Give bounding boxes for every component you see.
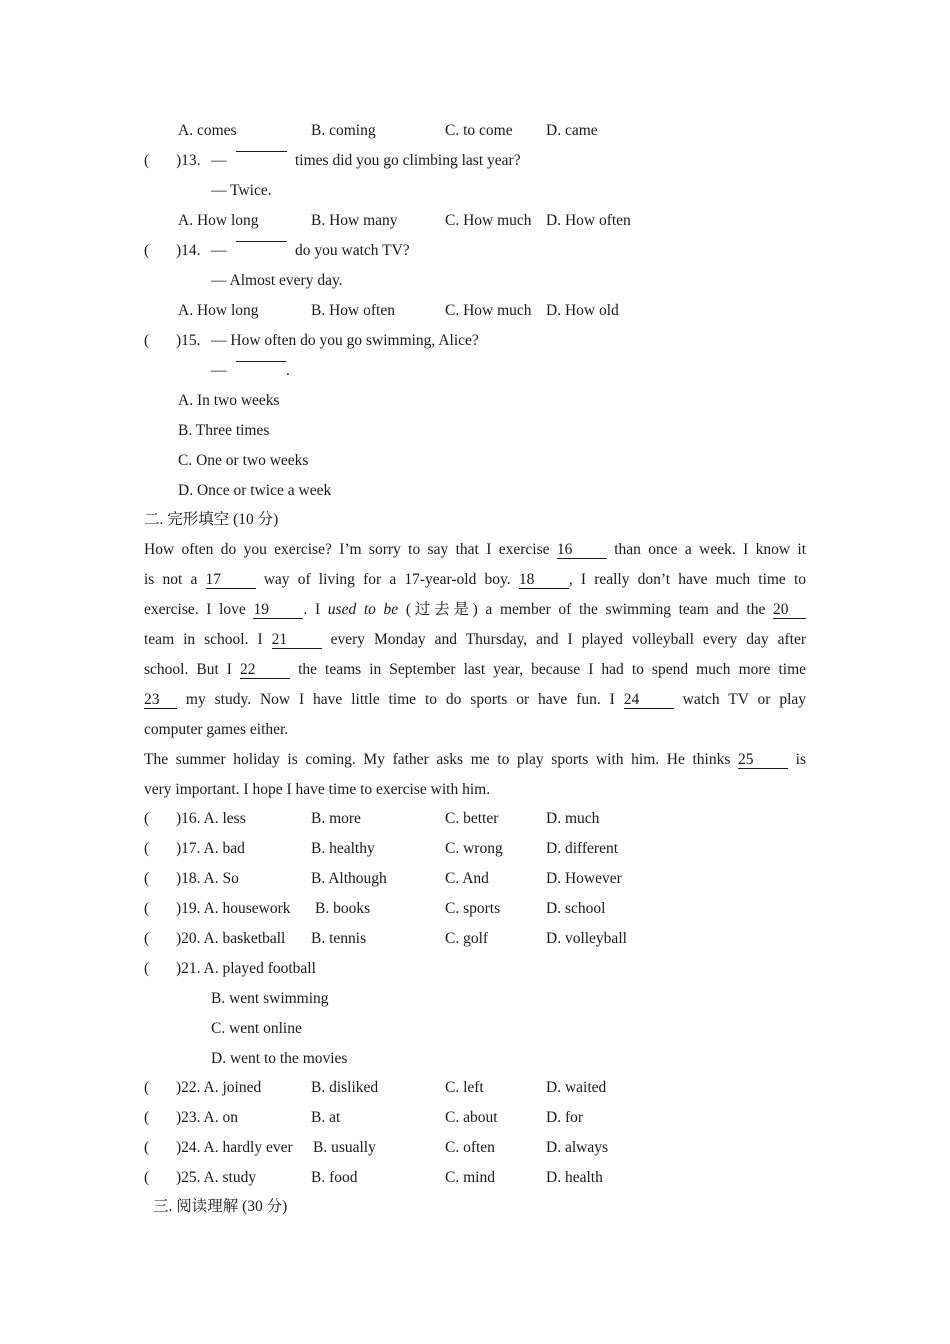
option-d: D. always [546, 1139, 608, 1156]
answer-paren: ( [144, 1079, 150, 1096]
blank-20: 20 [773, 601, 806, 619]
option-c: C. How much [445, 212, 532, 229]
option-c: C. better [445, 810, 499, 827]
answer-paren: ( [144, 1139, 150, 1156]
passage-line: exercise. I love 19 . I used to be (过去是) a member of the swimming team and the 20 [144, 600, 806, 630]
option-c: C. mind [445, 1169, 495, 1186]
option-b: B. coming [311, 122, 376, 139]
question-option-a: )22. A. joined [176, 1079, 262, 1096]
option-b: B. tennis [311, 930, 367, 947]
passage-line: very important. I hope I have time to exercise with him. [144, 781, 491, 798]
question-option-a: )21. A. played football [176, 960, 316, 977]
answer-paren: ( [144, 332, 150, 349]
blank-22: 22 [240, 661, 290, 679]
option-b: B. healthy [311, 840, 375, 857]
option-c: C. sports [445, 900, 501, 917]
dash: — [211, 362, 227, 379]
option-d: D. different [546, 840, 619, 857]
option-a: A. comes [178, 122, 237, 139]
option-d: D. How old [546, 302, 619, 319]
option-d: D. volleyball [546, 930, 627, 947]
q15-option-b: B. Three times [178, 422, 270, 439]
passage-line: computer games either. [144, 721, 289, 738]
blank-19: 19 [253, 601, 303, 619]
question-text: do you watch TV? [295, 242, 410, 259]
q13-answer: — Twice. [211, 182, 272, 199]
option-c: C. And [445, 870, 489, 887]
option-b: B. more [311, 810, 361, 827]
option-b: B. Although [311, 870, 387, 887]
blank [236, 361, 286, 362]
question-number: )15. [176, 332, 201, 349]
question-number: )14. [176, 242, 201, 259]
q14-answer: — Almost every day. [211, 272, 343, 289]
option-d: D. for [546, 1109, 584, 1126]
option-c: C. left [445, 1079, 484, 1096]
answer-paren: ( [144, 152, 150, 169]
passage-line: is not a 17 way of living for a 17-year-old boy. 18 , I really don’t have much time to [144, 571, 807, 588]
option-c: C. golf [445, 930, 489, 947]
option-c: C. How much [445, 302, 532, 319]
answer-paren: ( [144, 1109, 150, 1126]
answer-paren: ( [144, 900, 150, 917]
q21-option-c: C. went online [211, 1020, 302, 1037]
blank-17: 17 [206, 571, 256, 589]
answer-paren: ( [144, 1169, 150, 1186]
option-d: D. much [546, 810, 600, 827]
q15-option-c: C. One or two weeks [178, 452, 309, 469]
option-c: C. wrong [445, 840, 503, 857]
option-b: B. usually [313, 1139, 376, 1156]
section-2-title: 二. 完形填空 (10 分) [144, 511, 279, 528]
q21-option-b: B. went swimming [211, 990, 329, 1007]
option-a: A. How long [178, 212, 259, 229]
blank-23: 23 [144, 691, 177, 709]
blank-21: 21 [272, 631, 322, 649]
q21-option-d: D. went to the movies [211, 1050, 348, 1067]
passage-line: The summer holiday is coming. My father asks me to play sports with him. He thinks 25 is [144, 751, 806, 768]
blank-16: 16 [557, 541, 607, 559]
question-text: — How often do you go swimming, Alice? [211, 332, 479, 349]
passage-line: school. But I 22 the teams in September last year, because I had to spend much more time [144, 661, 807, 678]
option-d: D. health [546, 1169, 603, 1186]
period: . [286, 362, 290, 379]
blank [236, 241, 287, 242]
option-a: A. How long [178, 302, 259, 319]
blank-18: 18 [519, 571, 569, 589]
option-d: D. However [546, 870, 622, 887]
answer-paren: ( [144, 840, 150, 857]
section-3-title: 三. 阅读理解 (30 分) [153, 1198, 288, 1215]
option-b: B. food [311, 1169, 358, 1186]
question-text: times did you go climbing last year? [295, 152, 521, 169]
passage-line: How often do you exercise? I’m sorry to say that I exercise 16 than once a week. I know it [144, 541, 807, 558]
option-b: B. How many [311, 212, 398, 229]
answer-paren: ( [144, 960, 150, 977]
question-option-a: )20. A. basketball [176, 930, 286, 947]
option-d: D. school [546, 900, 606, 917]
blank [236, 151, 287, 152]
option-d: D. came [546, 122, 598, 139]
cloze-passage [144, 540, 806, 810]
question-option-a: )17. A. bad [176, 840, 245, 857]
q15-option-d: D. Once or twice a week [178, 482, 332, 499]
option-c: C. about [445, 1109, 498, 1126]
question-option-a: )23. A. on [176, 1109, 238, 1126]
question-option-a: )19. A. housework [176, 900, 291, 917]
dash: — [211, 152, 227, 169]
option-c: C. to come [445, 122, 513, 139]
question-option-a: )16. A. less [176, 810, 246, 827]
option-d: D. waited [546, 1079, 607, 1096]
answer-paren: ( [144, 870, 150, 887]
passage-line: team in school. I 21 every Monday and Thursday, and I played volleyball every day after [144, 631, 807, 648]
option-d: D. How often [546, 212, 631, 229]
question-option-a: )24. A. hardly ever [176, 1139, 293, 1156]
option-c: C. often [445, 1139, 495, 1156]
answer-paren: ( [144, 810, 150, 827]
question-option-a: )25. A. study [176, 1169, 257, 1186]
answer-paren: ( [144, 242, 150, 259]
passage-line: 23 my study. Now I have little time to do sports or have fun. I 24 watch TV or play [144, 691, 807, 708]
blank-25: 25 [738, 751, 788, 769]
blank-24: 24 [624, 691, 674, 709]
answer-paren: ( [144, 930, 150, 947]
q15-option-a: A. In two weeks [178, 392, 280, 409]
question-number: )13. [176, 152, 201, 169]
option-b: B. How often [311, 302, 395, 319]
dash: — [211, 242, 227, 259]
option-b: B. books [315, 900, 371, 917]
option-b: B. disliked [311, 1079, 379, 1096]
question-option-a: )18. A. So [176, 870, 239, 887]
option-b: B. at [311, 1109, 341, 1126]
